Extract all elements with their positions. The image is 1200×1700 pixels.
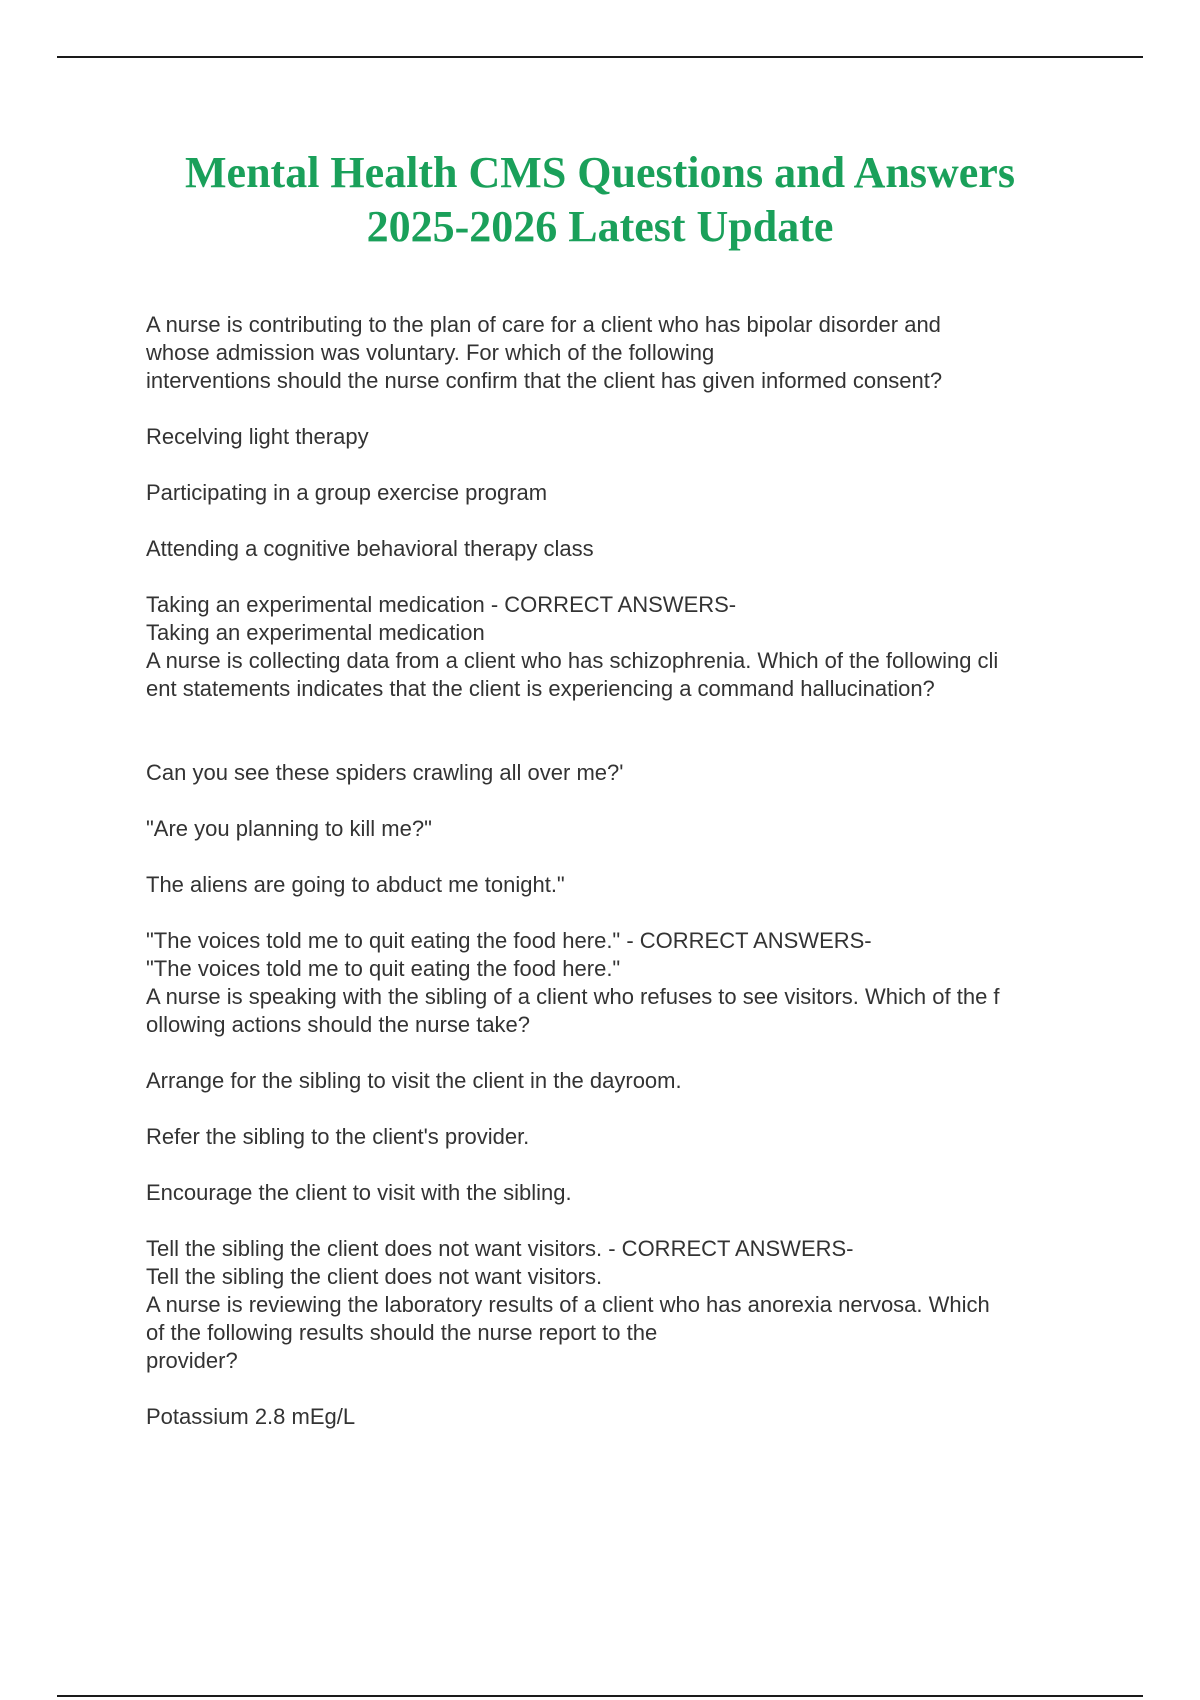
question-3-line-2: ollowing actions should the nurse take? bbox=[146, 1012, 531, 1037]
top-rule bbox=[57, 56, 1143, 58]
question-3-option-2: Refer the sibling to the client's provider. bbox=[146, 1124, 530, 1149]
bottom-rule bbox=[57, 1695, 1143, 1697]
question-2-option-1: Can you see these spiders crawling all over me?' bbox=[146, 760, 624, 785]
question-4-line-2: of the following results should the nurse report to the bbox=[146, 1320, 658, 1345]
question-1-line-3: interventions should the nurse confirm that the client has given informed consent? bbox=[146, 368, 943, 393]
question-2-option-3: The aliens are going to abduct me tonight." bbox=[146, 872, 565, 897]
question-4-line-3: provider? bbox=[146, 1348, 238, 1373]
question-1-line-1: A nurse is contributing to the plan of care for a client who has bipolar disorder and bbox=[146, 312, 941, 337]
question-2-option-4: "The voices told me to quit eating the food here." - CORRECT ANSWERS- bbox=[146, 928, 872, 953]
question-2-answer: "The voices told me to quit eating the food here." bbox=[146, 956, 621, 981]
question-2-option-2: "Are you planning to kill me?" bbox=[146, 816, 432, 841]
question-1-option-2: Participating in a group exercise program bbox=[146, 480, 548, 505]
question-3-option-4: Tell the sibling the client does not want visitors. - CORRECT ANSWERS- bbox=[146, 1236, 854, 1261]
document-title bbox=[0, 146, 1200, 254]
question-3-line-1: A nurse is speaking with the sibling of a client who refuses to see visitors. Which of the f bbox=[146, 984, 1000, 1009]
question-4-line-1: A nurse is reviewing the laboratory results of a client who has anorexia nervosa. Which bbox=[146, 1292, 990, 1317]
question-3-answer: Tell the sibling the client does not want visitors. bbox=[146, 1264, 603, 1289]
question-2-line-2: ent statements indicates that the client is experiencing a command hallucination? bbox=[146, 676, 935, 701]
title-line-1: Mental Health CMS Questions and Answers bbox=[185, 148, 1015, 197]
title-line-2: 2025-2026 Latest Update bbox=[366, 202, 834, 251]
question-1-option-1: Recelving light therapy bbox=[146, 424, 369, 449]
question-2-line-1: A nurse is collecting data from a client who has schizophrenia. Which of the following cli bbox=[146, 648, 999, 673]
question-1-line-2: whose admission was voluntary. For which of the following bbox=[146, 340, 715, 365]
question-4-option-1: Potassium 2.8 mEg/L bbox=[146, 1404, 356, 1429]
question-3-option-3: Encourage the client to visit with the sibling. bbox=[146, 1180, 572, 1205]
question-1-option-3: Attending a cognitive behavioral therapy class bbox=[146, 536, 594, 561]
question-1-option-4: Taking an experimental medication - CORRECT ANSWERS- bbox=[146, 592, 737, 617]
question-3-option-1: Arrange for the sibling to visit the client in the dayroom. bbox=[146, 1068, 682, 1093]
question-1-answer: Taking an experimental medication bbox=[146, 620, 485, 645]
document-body bbox=[146, 311, 1096, 1431]
